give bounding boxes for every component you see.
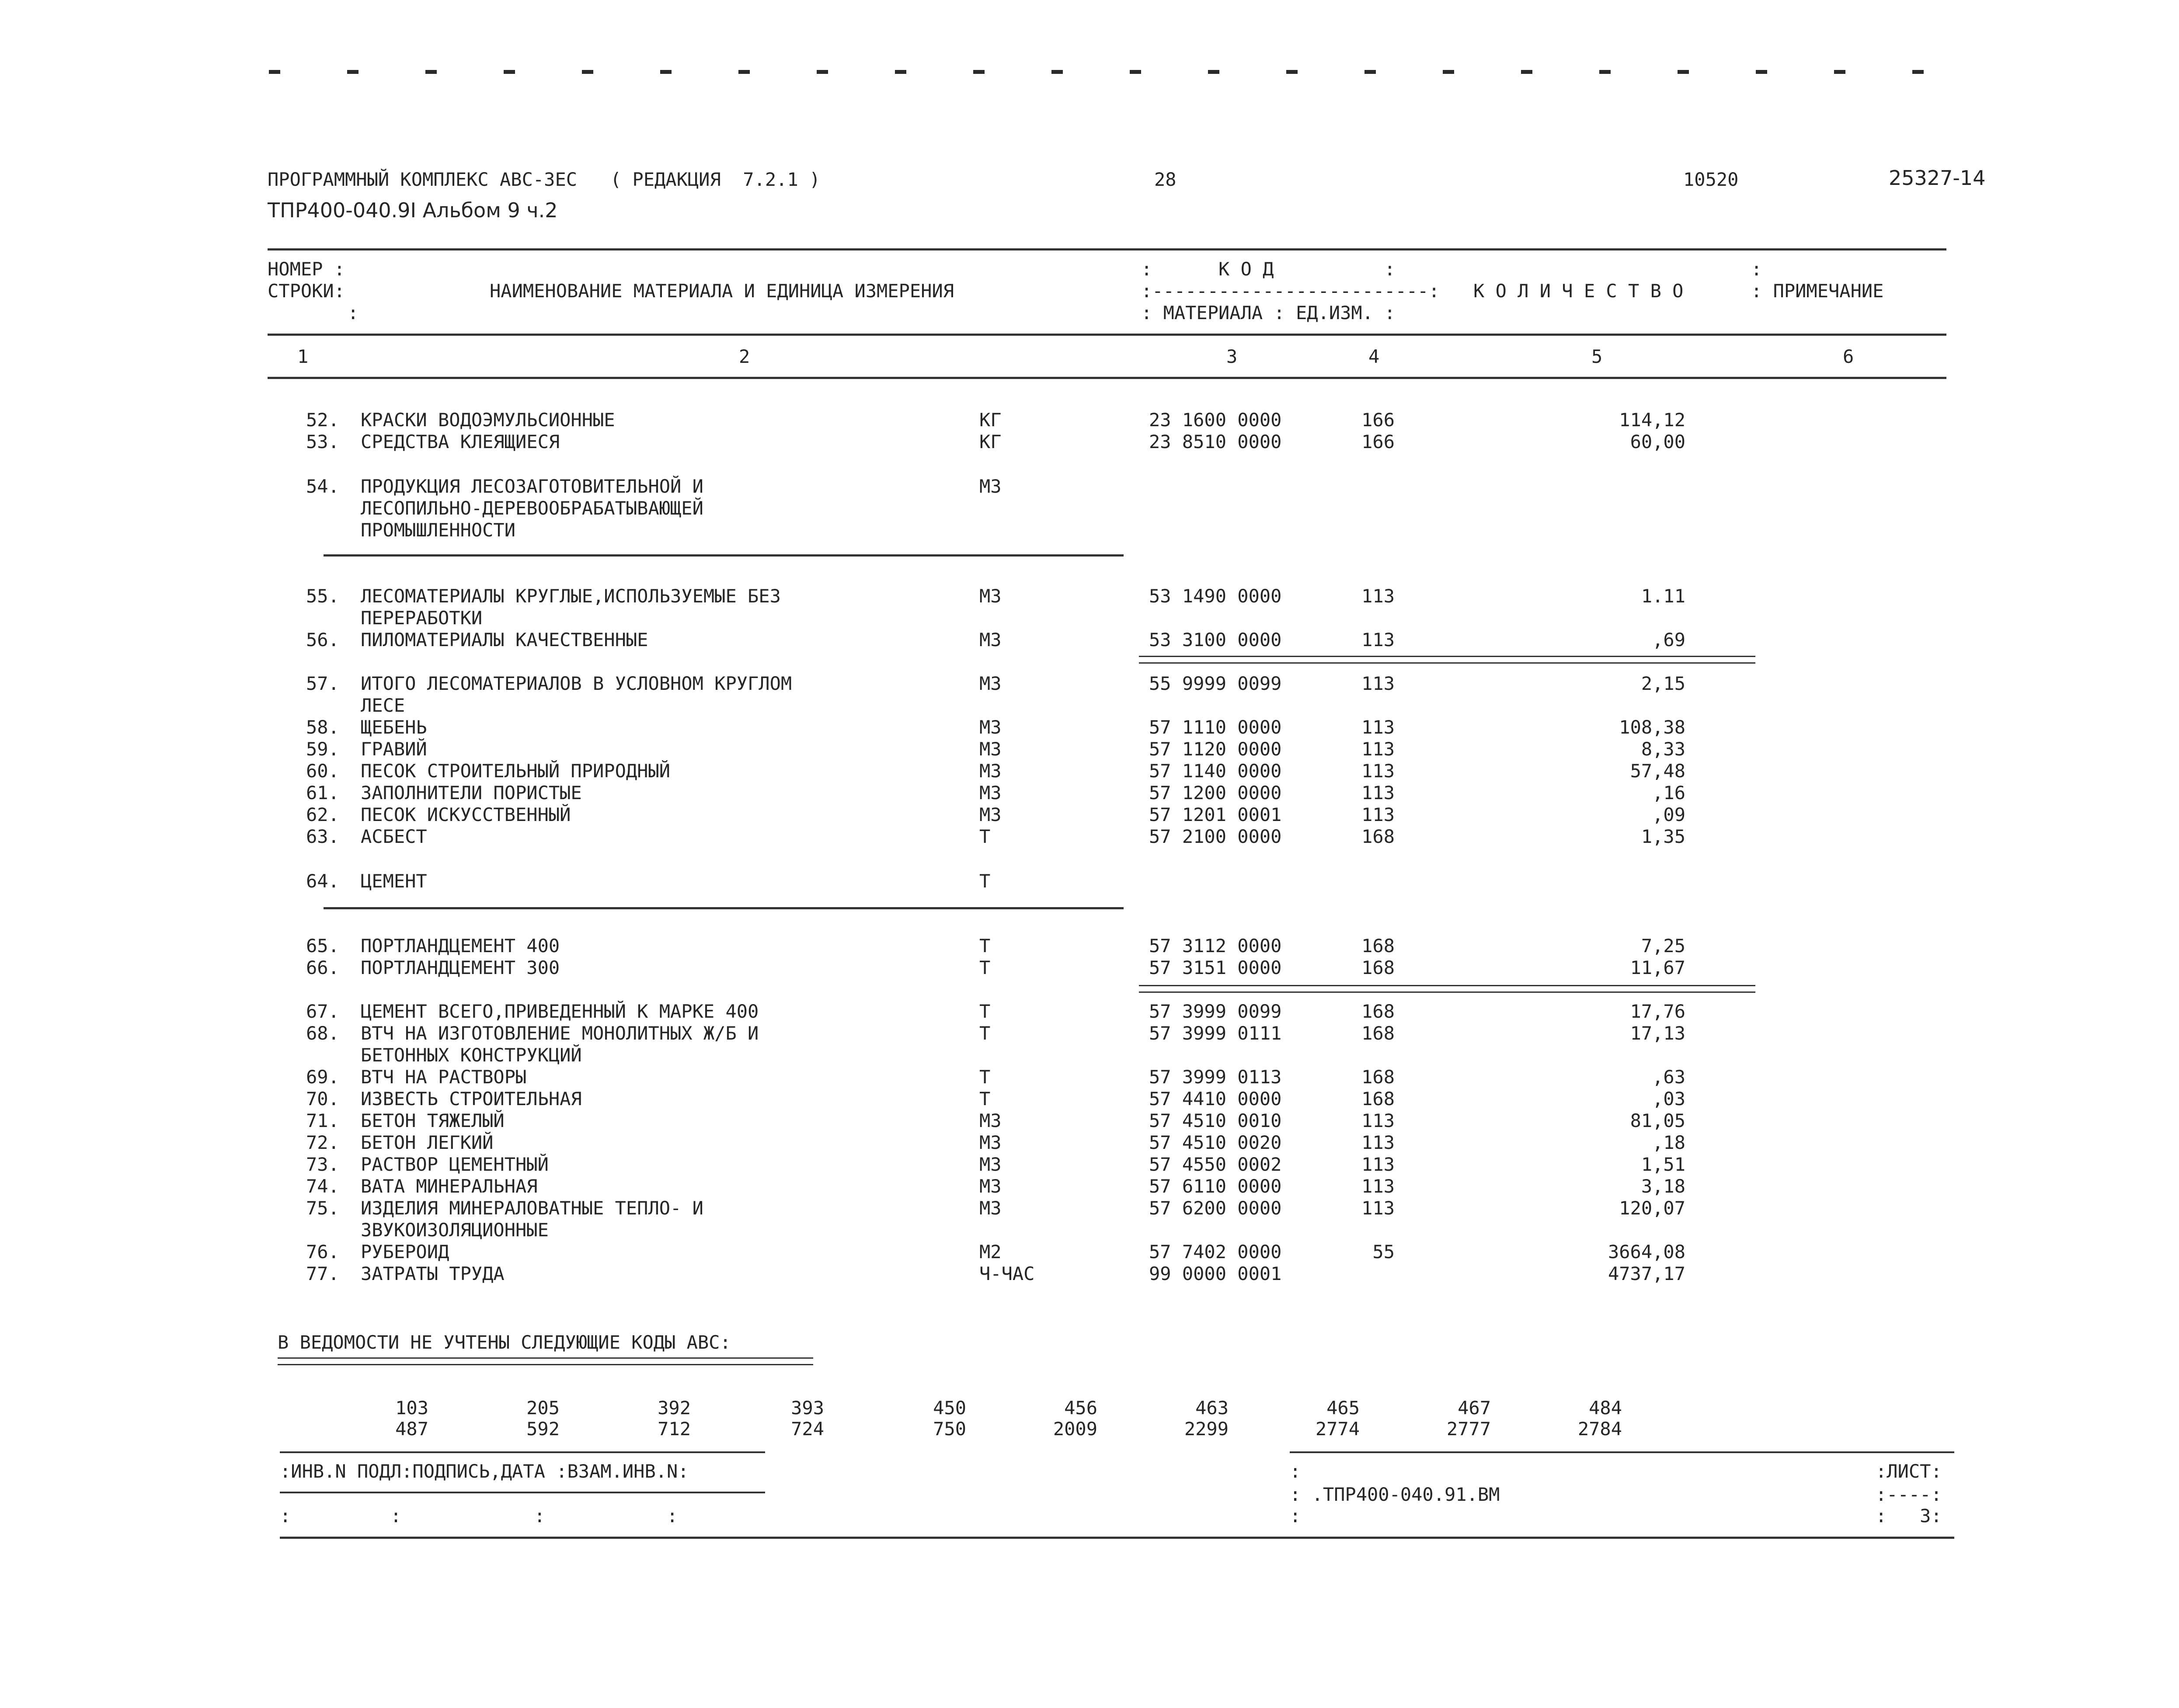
unit-code: 168 xyxy=(1361,1001,1395,1022)
col1-head-line2: СТРОКИ: xyxy=(268,280,345,302)
table-row xyxy=(0,762,2179,784)
table-row xyxy=(0,937,2179,959)
table-row xyxy=(0,959,2179,981)
quantity: ,18 xyxy=(1652,1132,1685,1153)
unit-of-measure: М3 xyxy=(979,476,1002,497)
unit-code: 168 xyxy=(1361,1066,1395,1088)
col1-head-line1: НОМЕР : xyxy=(268,258,345,280)
material-name: ПОРТЛАНДЦЕМЕНТ 400 xyxy=(361,935,560,957)
unit-code: 166 xyxy=(1361,409,1395,431)
material-code: 57 3112 0000 xyxy=(1149,935,1282,957)
material-name: РУБЕРОИД xyxy=(361,1241,449,1263)
note-head: : ПРИМЕЧАНИЕ xyxy=(1751,280,1884,302)
abc-code: 392 xyxy=(658,1397,691,1419)
material-name: ИЗВЕСТЬ СТРОИТЕЛЬНАЯ xyxy=(361,1088,582,1110)
unit-code: 113 xyxy=(1361,1132,1395,1153)
material-code: 57 7402 0000 xyxy=(1149,1241,1282,1263)
table-row xyxy=(0,806,2179,828)
material-name: ЗАТРАТЫ ТРУДА xyxy=(361,1263,505,1284)
quantity: ,03 xyxy=(1652,1088,1685,1110)
code-head: : К О Д : xyxy=(1141,258,1396,280)
row-number: 70. xyxy=(306,1088,339,1110)
row-number: 65. xyxy=(306,935,339,957)
top-dash xyxy=(1443,70,1454,74)
top-dash xyxy=(425,70,437,74)
material-name: ПОРТЛАНДЦЕМЕНТ 300 xyxy=(361,957,560,978)
table-row xyxy=(0,675,2179,696)
stamp-right-top-rule xyxy=(1290,1451,1954,1453)
top-dash xyxy=(1208,70,1219,74)
album-subtitle: ТПР400-040.9I Альбом 9 ч.2 xyxy=(268,198,558,222)
archive-number: 25327-14 xyxy=(1889,166,1986,190)
table-row xyxy=(0,1155,2179,1177)
col1-head-line3: : xyxy=(348,302,359,324)
unit-code: 113 xyxy=(1361,717,1395,738)
top-dash xyxy=(1364,70,1376,74)
material-code: 55 9999 0099 xyxy=(1149,673,1282,694)
unit-code: 168 xyxy=(1361,1088,1395,1110)
unit-of-measure: М2 xyxy=(979,1241,1002,1263)
material-code: 57 3999 0111 xyxy=(1149,1023,1282,1044)
total-rule-cement xyxy=(1139,985,1755,993)
row-number: 56. xyxy=(306,629,339,651)
unit-of-measure: М3 xyxy=(979,760,1002,782)
unit-of-measure: М3 xyxy=(979,1154,1002,1175)
top-dash xyxy=(1130,70,1141,74)
material-code: 57 1201 0001 xyxy=(1149,804,1282,825)
unit-of-measure: М3 xyxy=(979,585,1002,607)
top-dash xyxy=(1756,70,1767,74)
unit-code: 168 xyxy=(1361,957,1395,978)
top-dash xyxy=(895,70,906,74)
abc-code: 465 xyxy=(1326,1397,1360,1419)
material-code: 53 3100 0000 xyxy=(1149,629,1282,651)
table-row xyxy=(0,521,2179,543)
unit-of-measure: Т xyxy=(979,870,991,892)
numbers-rule xyxy=(268,377,1946,379)
table-row xyxy=(0,499,2179,521)
row-number: 61. xyxy=(306,782,339,804)
material-name: ИЗДЕЛИЯ МИНЕРАЛОВАТНЫЕ ТЕПЛО- И xyxy=(361,1197,703,1219)
quantity: 17,13 xyxy=(1630,1023,1685,1044)
abc-code: 2784 xyxy=(1577,1418,1622,1440)
material-code: 57 4410 0000 xyxy=(1149,1088,1282,1110)
row-number: 74. xyxy=(306,1176,339,1197)
table-row xyxy=(0,1090,2179,1112)
quantity: 2,15 xyxy=(1641,673,1685,694)
unit-of-measure: Т xyxy=(979,1001,991,1022)
abc-code: 393 xyxy=(791,1397,824,1419)
material-code: 99 0000 0001 xyxy=(1149,1263,1282,1284)
table-row xyxy=(0,1134,2179,1155)
quantity: ,09 xyxy=(1652,804,1685,825)
table-row xyxy=(0,1199,2179,1221)
material-name: ЗВУКОИЗОЛЯЦИОННЫЕ xyxy=(361,1219,549,1241)
material-name: БЕТОН ТЯЖЕЛЫЙ xyxy=(361,1110,505,1131)
col-number-5: 5 xyxy=(1591,346,1603,367)
note-head-separator: : xyxy=(1751,258,1762,280)
table-row xyxy=(0,1265,2179,1287)
page-number: 28 xyxy=(1154,169,1177,190)
abc-code: 2774 xyxy=(1315,1418,1360,1440)
stamp-left-cells: : : : : xyxy=(280,1505,678,1527)
row-number: 72. xyxy=(306,1132,339,1153)
material-name: ПЕСОК ИСКУССТВЕННЫЙ xyxy=(361,804,571,825)
unit-of-measure: М3 xyxy=(979,1197,1002,1219)
row-number: 60. xyxy=(306,760,339,782)
row-number: 66. xyxy=(306,957,339,978)
stamp-bottom-rule xyxy=(280,1537,1954,1539)
quantity: ,69 xyxy=(1652,629,1685,651)
row-number: 62. xyxy=(306,804,339,825)
unit-of-measure: Т xyxy=(979,1023,991,1044)
table-row xyxy=(0,696,2179,718)
unit-code: 113 xyxy=(1361,782,1395,804)
table-row xyxy=(0,718,2179,740)
material-name: ЛЕСОПИЛЬНО-ДЕРЕВООБРАБАТЫВАЮЩЕЙ xyxy=(361,497,703,519)
material-code: 57 1120 0000 xyxy=(1149,738,1282,760)
material-name: ПРОДУКЦИЯ ЛЕСОЗАГОТОВИТЕЛЬНОЙ И xyxy=(361,476,703,497)
quantity: 81,05 xyxy=(1630,1110,1685,1131)
quantity: 4737,17 xyxy=(1608,1263,1685,1284)
unit-code: 168 xyxy=(1361,935,1395,957)
unit-code: 113 xyxy=(1361,673,1395,694)
quantity-head: К О Л И Ч Е С Т В О xyxy=(1473,280,1684,302)
table-row xyxy=(0,1221,2179,1243)
top-dash xyxy=(582,70,593,74)
abc-code: 484 xyxy=(1589,1397,1622,1419)
material-name: ПИЛОМАТЕРИАЛЫ КАЧЕСТВЕННЫЕ xyxy=(361,629,648,651)
unit-of-measure: М3 xyxy=(979,738,1002,760)
sheet-number: : 3: xyxy=(1876,1505,1942,1527)
unit-code: 113 xyxy=(1361,760,1395,782)
unit-of-measure: М3 xyxy=(979,673,1002,694)
unit-of-measure: Ч-ЧАС xyxy=(979,1263,1035,1284)
table-row xyxy=(0,872,2179,894)
quantity: 114,12 xyxy=(1619,409,1685,431)
material-code: 23 1600 0000 xyxy=(1149,409,1282,431)
row-number: 71. xyxy=(306,1110,339,1131)
top-dash xyxy=(1051,70,1063,74)
row-number: 55. xyxy=(306,585,339,607)
unit-of-measure: М3 xyxy=(979,629,1002,651)
quantity: ,63 xyxy=(1652,1066,1685,1088)
col2-head: НАИМЕНОВАНИЕ МАТЕРИАЛА И ЕДИНИЦА ИЗМЕРЕНИЯ xyxy=(490,280,954,302)
row-number: 59. xyxy=(306,738,339,760)
material-name: ВАТА МИНЕРАЛЬНАЯ xyxy=(361,1176,538,1197)
top-dash xyxy=(1678,70,1689,74)
unit-of-measure: М3 xyxy=(979,782,1002,804)
quantity: 120,07 xyxy=(1619,1197,1685,1219)
abc-code: 463 xyxy=(1195,1397,1229,1419)
row-number: 73. xyxy=(306,1154,339,1175)
unit-code: 166 xyxy=(1361,431,1395,452)
unit-of-measure: М3 xyxy=(979,1176,1002,1197)
table-row xyxy=(0,1068,2179,1090)
material-name: БЕТОННЫХ КОНСТРУКЦИЙ xyxy=(361,1044,582,1066)
material-name: ВТЧ НА РАСТВОРЫ xyxy=(361,1066,527,1088)
table-row xyxy=(0,1112,2179,1134)
unit-code: 168 xyxy=(1361,826,1395,847)
top-dash xyxy=(660,70,672,74)
not-included-title: В ВЕДОМОСТИ НЕ УЧТЕНЫ СЛЕДУЮЩИЕ КОДЫ АВС: xyxy=(278,1332,731,1353)
material-code: 57 6110 0000 xyxy=(1149,1176,1282,1197)
stamp-left-mid-rule xyxy=(280,1492,765,1493)
stamp-doc-separator-2: : xyxy=(1290,1505,1301,1527)
abc-code: 724 xyxy=(791,1418,824,1440)
row-number: 69. xyxy=(306,1066,339,1088)
material-code: 23 8510 0000 xyxy=(1149,431,1282,452)
program-title: ПРОГРАММНЫЙ КОМПЛЕКС АВС-3ЕС ( РЕДАКЦИЯ 7.2.1 ) xyxy=(268,169,821,190)
row-number: 67. xyxy=(306,1001,339,1022)
quantity: 11,67 xyxy=(1630,957,1685,978)
unit-of-measure: КГ xyxy=(979,431,1002,452)
quantity: 8,33 xyxy=(1641,738,1685,760)
table-row xyxy=(0,1046,2179,1068)
abc-code: 103 xyxy=(395,1397,428,1419)
top-dash xyxy=(1599,70,1611,74)
table-row xyxy=(0,477,2179,499)
col-number-1: 1 xyxy=(297,346,309,367)
col-number-2: 2 xyxy=(739,346,750,367)
row-number: 63. xyxy=(306,826,339,847)
top-dash xyxy=(1834,70,1845,74)
table-row xyxy=(0,609,2179,631)
stamp-left-top-rule xyxy=(280,1451,765,1453)
top-dash xyxy=(347,70,359,74)
code-subhead: : МАТЕРИАЛА : ЕД.ИЗМ. : xyxy=(1141,302,1396,324)
abc-code: 467 xyxy=(1458,1397,1491,1419)
head-rule xyxy=(268,334,1946,336)
top-dash xyxy=(1912,70,1924,74)
quantity: 3,18 xyxy=(1641,1176,1685,1197)
row-number: 68. xyxy=(306,1023,339,1044)
table-row xyxy=(0,433,2179,455)
quantity: 7,25 xyxy=(1641,935,1685,957)
material-code: 57 1110 0000 xyxy=(1149,717,1282,738)
material-name: ПЕРЕРАБОТКИ xyxy=(361,607,483,629)
stamp-doc-separator: : xyxy=(1290,1461,1301,1482)
abc-code: 712 xyxy=(658,1418,691,1440)
top-dash xyxy=(738,70,750,74)
unit-code: 113 xyxy=(1361,1197,1395,1219)
material-code: 57 1140 0000 xyxy=(1149,760,1282,782)
material-code: 57 4510 0010 xyxy=(1149,1110,1282,1131)
unit-of-measure: Т xyxy=(979,935,991,957)
abc-code: 2009 xyxy=(1053,1418,1097,1440)
group-rule-cement xyxy=(324,907,1124,909)
group-rule-wood xyxy=(324,554,1124,557)
quantity: 17,76 xyxy=(1630,1001,1685,1022)
col-number-4: 4 xyxy=(1368,346,1380,367)
material-name: ВТЧ НА ИЗГОТОВЛЕНИЕ МОНОЛИТНЫХ Ж/Б И xyxy=(361,1023,759,1044)
material-name: ЗАПОЛНИТЕЛИ ПОРИСТЫЕ xyxy=(361,782,582,804)
abc-code: 2777 xyxy=(1446,1418,1491,1440)
top-dash xyxy=(269,70,280,74)
quantity: 1,51 xyxy=(1641,1154,1685,1175)
top-dash xyxy=(973,70,985,74)
unit-code: 113 xyxy=(1361,585,1395,607)
material-name: ЛЕСОМАТЕРИАЛЫ КРУГЛЫЕ,ИСПОЛЬЗУЕМЫЕ БЕЗ xyxy=(361,585,781,607)
row-number: 54. xyxy=(306,476,339,497)
abc-code: 592 xyxy=(526,1418,560,1440)
col-number-6: 6 xyxy=(1843,346,1854,367)
not-included-underline xyxy=(278,1357,813,1365)
row-number: 58. xyxy=(306,717,339,738)
material-name: ЩЕБЕНЬ xyxy=(361,717,427,738)
unit-of-measure: М3 xyxy=(979,717,1002,738)
top-dash xyxy=(1521,70,1532,74)
material-name: РАСТВОР ЦЕМЕНТНЫЙ xyxy=(361,1154,549,1175)
unit-of-measure: Т xyxy=(979,1066,991,1088)
unit-code: 113 xyxy=(1361,1176,1395,1197)
row-number: 75. xyxy=(306,1197,339,1219)
material-code: 57 4550 0002 xyxy=(1149,1154,1282,1175)
row-number: 53. xyxy=(306,431,339,452)
unit-of-measure: М3 xyxy=(979,1110,1002,1131)
unit-code: 113 xyxy=(1361,738,1395,760)
material-code: 57 3999 0113 xyxy=(1149,1066,1282,1088)
abc-code: 450 xyxy=(933,1397,966,1419)
table-row xyxy=(0,411,2179,433)
unit-of-measure: М3 xyxy=(979,1132,1002,1153)
code-head-separator: :-------------------------: xyxy=(1141,280,1440,302)
table-row xyxy=(0,587,2179,609)
table-row xyxy=(0,828,2179,849)
table-row xyxy=(0,1243,2179,1265)
table-row xyxy=(0,1002,2179,1024)
table-row xyxy=(0,631,2179,653)
top-dash xyxy=(1286,70,1298,74)
material-code: 57 1200 0000 xyxy=(1149,782,1282,804)
unit-code: 113 xyxy=(1361,629,1395,651)
material-code: 57 4510 0020 xyxy=(1149,1132,1282,1153)
quantity: 1.11 xyxy=(1641,585,1685,607)
total-rule-wood xyxy=(1139,656,1755,664)
unit-of-measure: М3 xyxy=(979,804,1002,825)
table-row xyxy=(0,784,2179,806)
unit-of-measure: Т xyxy=(979,826,991,847)
abc-code: 2299 xyxy=(1184,1418,1229,1440)
material-name: АСБЕСТ xyxy=(361,826,427,847)
material-code: 57 3151 0000 xyxy=(1149,957,1282,978)
material-name: БЕТОН ЛЕГКИЙ xyxy=(361,1132,494,1153)
material-name: КРАСКИ ВОДОЭМУЛЬСИОННЫЕ xyxy=(361,409,615,431)
material-code: 57 6200 0000 xyxy=(1149,1197,1282,1219)
unit-code: 113 xyxy=(1361,1154,1395,1175)
material-name: ЛЕСЕ xyxy=(361,695,405,716)
row-number: 76. xyxy=(306,1241,339,1263)
material-name: ПЕСОК СТРОИТЕЛЬНЫЙ ПРИРОДНЫЙ xyxy=(361,760,671,782)
stamp-doc-code: : .ТПР400-040.91.ВМ xyxy=(1290,1484,1500,1505)
quantity: 60,00 xyxy=(1630,431,1685,452)
abc-code: 750 xyxy=(933,1418,966,1440)
unit-of-measure: Т xyxy=(979,957,991,978)
material-code: 53 1490 0000 xyxy=(1149,585,1282,607)
unit-of-measure: КГ xyxy=(979,409,1002,431)
stamp-left-head: :ИНВ.N ПОДЛ:ПОДПИСЬ,ДАТА :ВЗАМ.ИНВ.N: xyxy=(280,1461,689,1482)
col-number-3: 3 xyxy=(1226,346,1238,367)
table-row xyxy=(0,1024,2179,1046)
sheet-separator: :----: xyxy=(1876,1484,1942,1505)
sheet-head: :ЛИСТ: xyxy=(1876,1461,1942,1482)
abc-code: 205 xyxy=(526,1397,560,1419)
top-dash xyxy=(817,70,828,74)
material-code: 57 3999 0099 xyxy=(1149,1001,1282,1022)
row-number: 57. xyxy=(306,673,339,694)
table-row xyxy=(0,1177,2179,1199)
quantity: 57,48 xyxy=(1630,760,1685,782)
table-top-rule xyxy=(268,248,1946,250)
quantity: 3664,08 xyxy=(1608,1241,1685,1263)
quantity: ,16 xyxy=(1652,782,1685,804)
quantity: 108,38 xyxy=(1619,717,1685,738)
material-name: ЦЕМЕНТ ВСЕГО,ПРИВЕДЕННЫЙ К МАРКЕ 400 xyxy=(361,1001,759,1022)
material-code: 57 2100 0000 xyxy=(1149,826,1282,847)
table-row xyxy=(0,740,2179,762)
unit-code: 168 xyxy=(1361,1023,1395,1044)
unit-of-measure: Т xyxy=(979,1088,991,1110)
quantity: 1,35 xyxy=(1641,826,1685,847)
material-name: ПРОМЫШЛЕННОСТИ xyxy=(361,519,516,541)
document-number: 10520 xyxy=(1683,169,1739,190)
row-number: 77. xyxy=(306,1263,339,1284)
material-name: ГРАВИЙ xyxy=(361,738,427,760)
unit-code: 113 xyxy=(1361,1110,1395,1131)
row-number: 52. xyxy=(306,409,339,431)
material-name: СРЕДСТВА КЛЕЯЩИЕСЯ xyxy=(361,431,560,452)
abc-code: 456 xyxy=(1064,1397,1097,1419)
top-dash xyxy=(504,70,515,74)
unit-code: 55 xyxy=(1372,1241,1395,1263)
unit-code: 113 xyxy=(1361,804,1395,825)
row-number: 64. xyxy=(306,870,339,892)
material-name: ИТОГО ЛЕСОМАТЕРИАЛОВ В УСЛОВНОМ КРУГЛОМ xyxy=(361,673,792,694)
abc-code: 487 xyxy=(395,1418,428,1440)
material-name: ЦЕМЕНТ xyxy=(361,870,427,892)
